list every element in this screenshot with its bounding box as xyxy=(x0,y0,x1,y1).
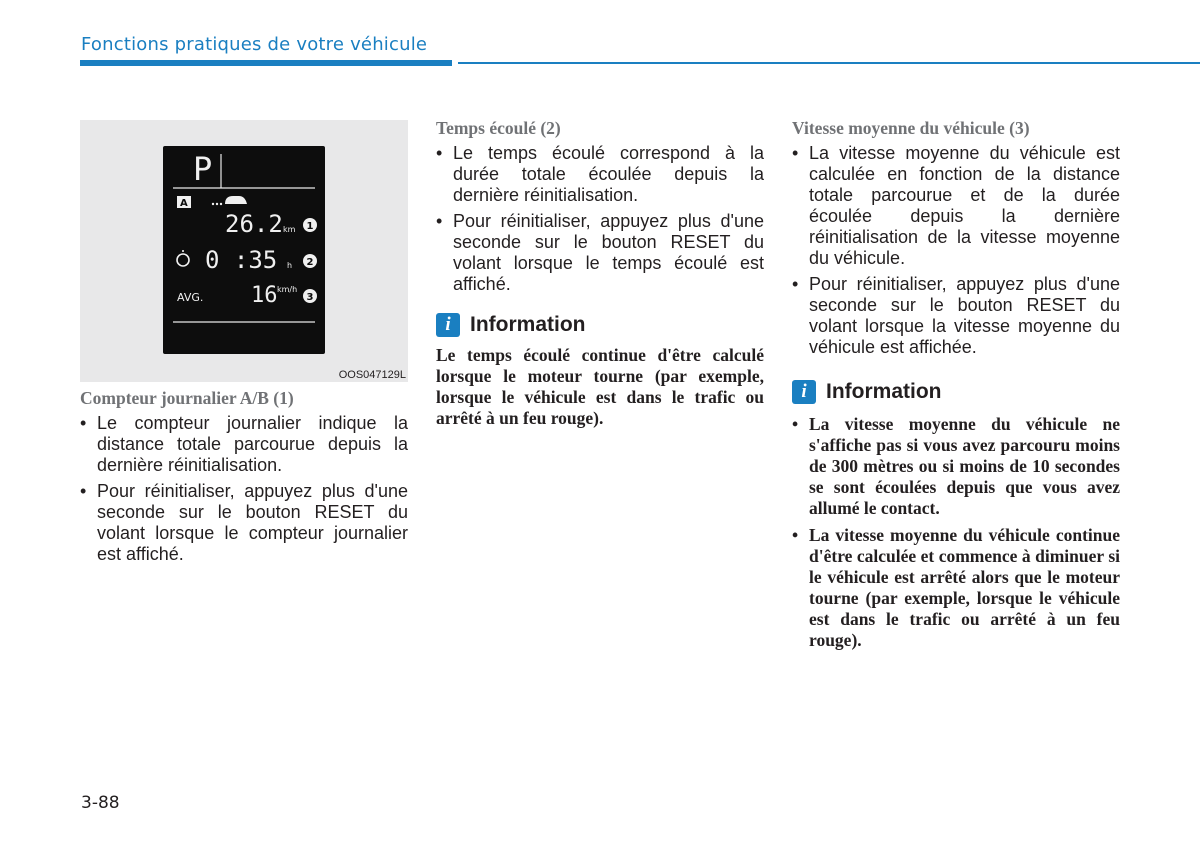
list-item: • La vitesse moyenne du véhicule continue d'être calculée et commence à diminuer si le véhicule est arrêté alors que le moteur tourne (par exemple, lorsque le véhicule est dans le trafic ou arrêté à un feu rouge). xyxy=(792,525,1120,651)
marker-1-label: 1 xyxy=(306,221,314,232)
avg-speed-list xyxy=(792,143,1120,358)
list-item: • La vitesse moyenne du véhicule ne s'affiche pas si vous avez parcouru moins de 300 mètres ou si moins de 10 secondes se sont écoulées depuis que vous avez allumé le contact. xyxy=(792,414,1120,519)
marker-2-label: 2 xyxy=(306,257,314,268)
column-avg-speed xyxy=(792,118,1120,657)
lcd-gear-indicator: P xyxy=(193,150,213,188)
instrument-cluster-figure xyxy=(80,120,408,382)
header-rule-thin xyxy=(458,62,1200,64)
stopwatch-icon xyxy=(177,254,189,266)
info-icon: i xyxy=(792,380,816,404)
avg-speed-heading: Vitesse moyenne du véhicule (3) xyxy=(792,118,1030,138)
info-title: Information xyxy=(826,380,942,403)
list-item: • Pour réinitialiser, appuyez plus d'une seconde sur le bouton RESET du volant lorsque la vitesse moyenne du véhicule est affichée. xyxy=(792,274,1120,358)
lcd-trip-unit: km xyxy=(283,225,296,234)
list-item: • Le temps écoulé correspond à la durée totale écoulée depuis la dernière réinitialisation. xyxy=(436,143,764,206)
trip-meter-list xyxy=(80,413,408,565)
trip-meter-heading: Compteur journalier A/B (1) xyxy=(80,388,294,408)
figure-caption: OOS047129L xyxy=(338,369,406,381)
lcd-dot-2 xyxy=(216,203,218,205)
lcd-avg-unit: km/h xyxy=(277,285,298,294)
header-rule-thick xyxy=(80,60,452,66)
list-item: • Pour réinitialiser, appuyez plus d'une seconde sur le bouton RESET du volant lorsque le temps écoulé est affiché. xyxy=(436,211,764,295)
elapsed-time-list xyxy=(436,143,764,295)
lcd-mode-label: A xyxy=(180,198,188,209)
lcd-dot-3 xyxy=(220,203,222,205)
lcd-dot-1 xyxy=(212,203,214,205)
list-item: • Pour réinitialiser, appuyez plus d'une seconde sur le bouton RESET du volant lorsque le compteur journalier est affiché. xyxy=(80,481,408,565)
lcd-graphic xyxy=(163,146,325,354)
info-header xyxy=(436,313,764,337)
lcd-display xyxy=(163,146,325,354)
lcd-avg-label: AVG. xyxy=(177,291,204,304)
list-item: • La vitesse moyenne du véhicule est calculée en fonction de la distance totale parcourue et de la durée écoulée depuis la dernière réinitialisation de la vitesse moyenne du véhicule. xyxy=(792,143,1120,269)
lcd-trip-distance: 26.2 xyxy=(225,210,283,238)
lcd-avg-speed: 16 xyxy=(251,283,278,308)
marker-3-label: 3 xyxy=(306,292,314,303)
page-number: 3-88 xyxy=(81,793,120,813)
info-header xyxy=(792,380,1120,404)
info-icon: i xyxy=(436,313,460,337)
column-elapsed-time xyxy=(436,118,764,429)
list-item: • Le compteur journalier indique la distance totale parcourue depuis la dernière réinitialisation. xyxy=(80,413,408,476)
lcd-elapsed-time: 0 :35 xyxy=(205,246,278,274)
elapsed-time-heading: Temps écoulé (2) xyxy=(436,118,561,138)
info-list xyxy=(792,414,1120,651)
info-body: Le temps écoulé continue d'être calculé lorsque le moteur tourne (par exemple, lorsque le véhicule est dans le trafic ou arrêté à un feu rouge). xyxy=(436,345,764,428)
lcd-elapsed-unit: h xyxy=(287,261,293,270)
car-icon xyxy=(225,196,247,204)
column-trip-meter xyxy=(80,120,408,570)
section-header-title: Fonctions pratiques de votre véhicule xyxy=(81,34,428,55)
info-title: Information xyxy=(470,313,586,336)
